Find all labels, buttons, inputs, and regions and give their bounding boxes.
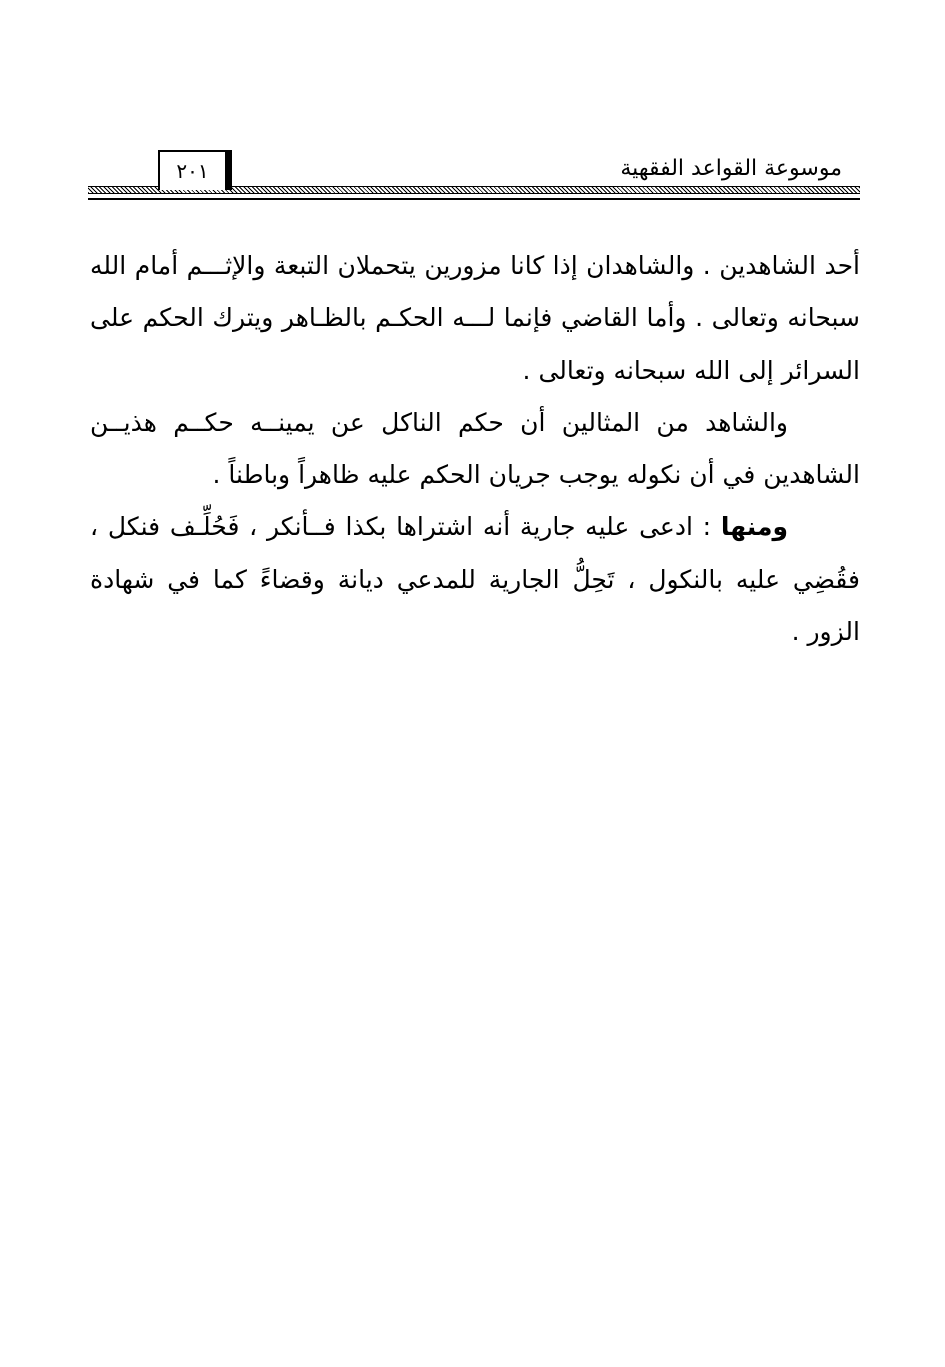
page-number: ٢٠١: [158, 150, 232, 190]
paragraph-3-text: : ادعى عليه جارية أنه اشتراها بكذا فــأنكر ، فَحُلِّـف فنكل ، فقُضِي عليه بالنكول ، تَحِلُّ الجارية للمدعي ديانة وقضاءً كما في شهادة الزور .: [90, 512, 860, 647]
book-title: موسوعة القواعد الفقهية: [620, 156, 842, 181]
paragraph-2: والشاهد من المثالين أن حكم الناكل عن يمينــه حكــم هذيــن الشاهدين في أن نكوله يوجب جريان الحكم عليه ظاهراً وباطناً .: [90, 407, 860, 490]
header-rule: [88, 198, 860, 200]
page-body: [90, 240, 860, 658]
paragraph-1: أحد الشاهدين . والشاهدان إذا كانا مزورين يتحملان التبعة والإثـــم أمام الله سبحانه وتعالى . وأما القاضي فإنما لـــه الحكـم بالظـاهر ويترك الحكم على السرائر إلى الله سبحانه وتعالى .: [90, 251, 860, 385]
running-header: [88, 150, 860, 200]
paragraph-3-keyword: ومنها: [720, 512, 788, 542]
paragraph-3: [90, 501, 860, 658]
